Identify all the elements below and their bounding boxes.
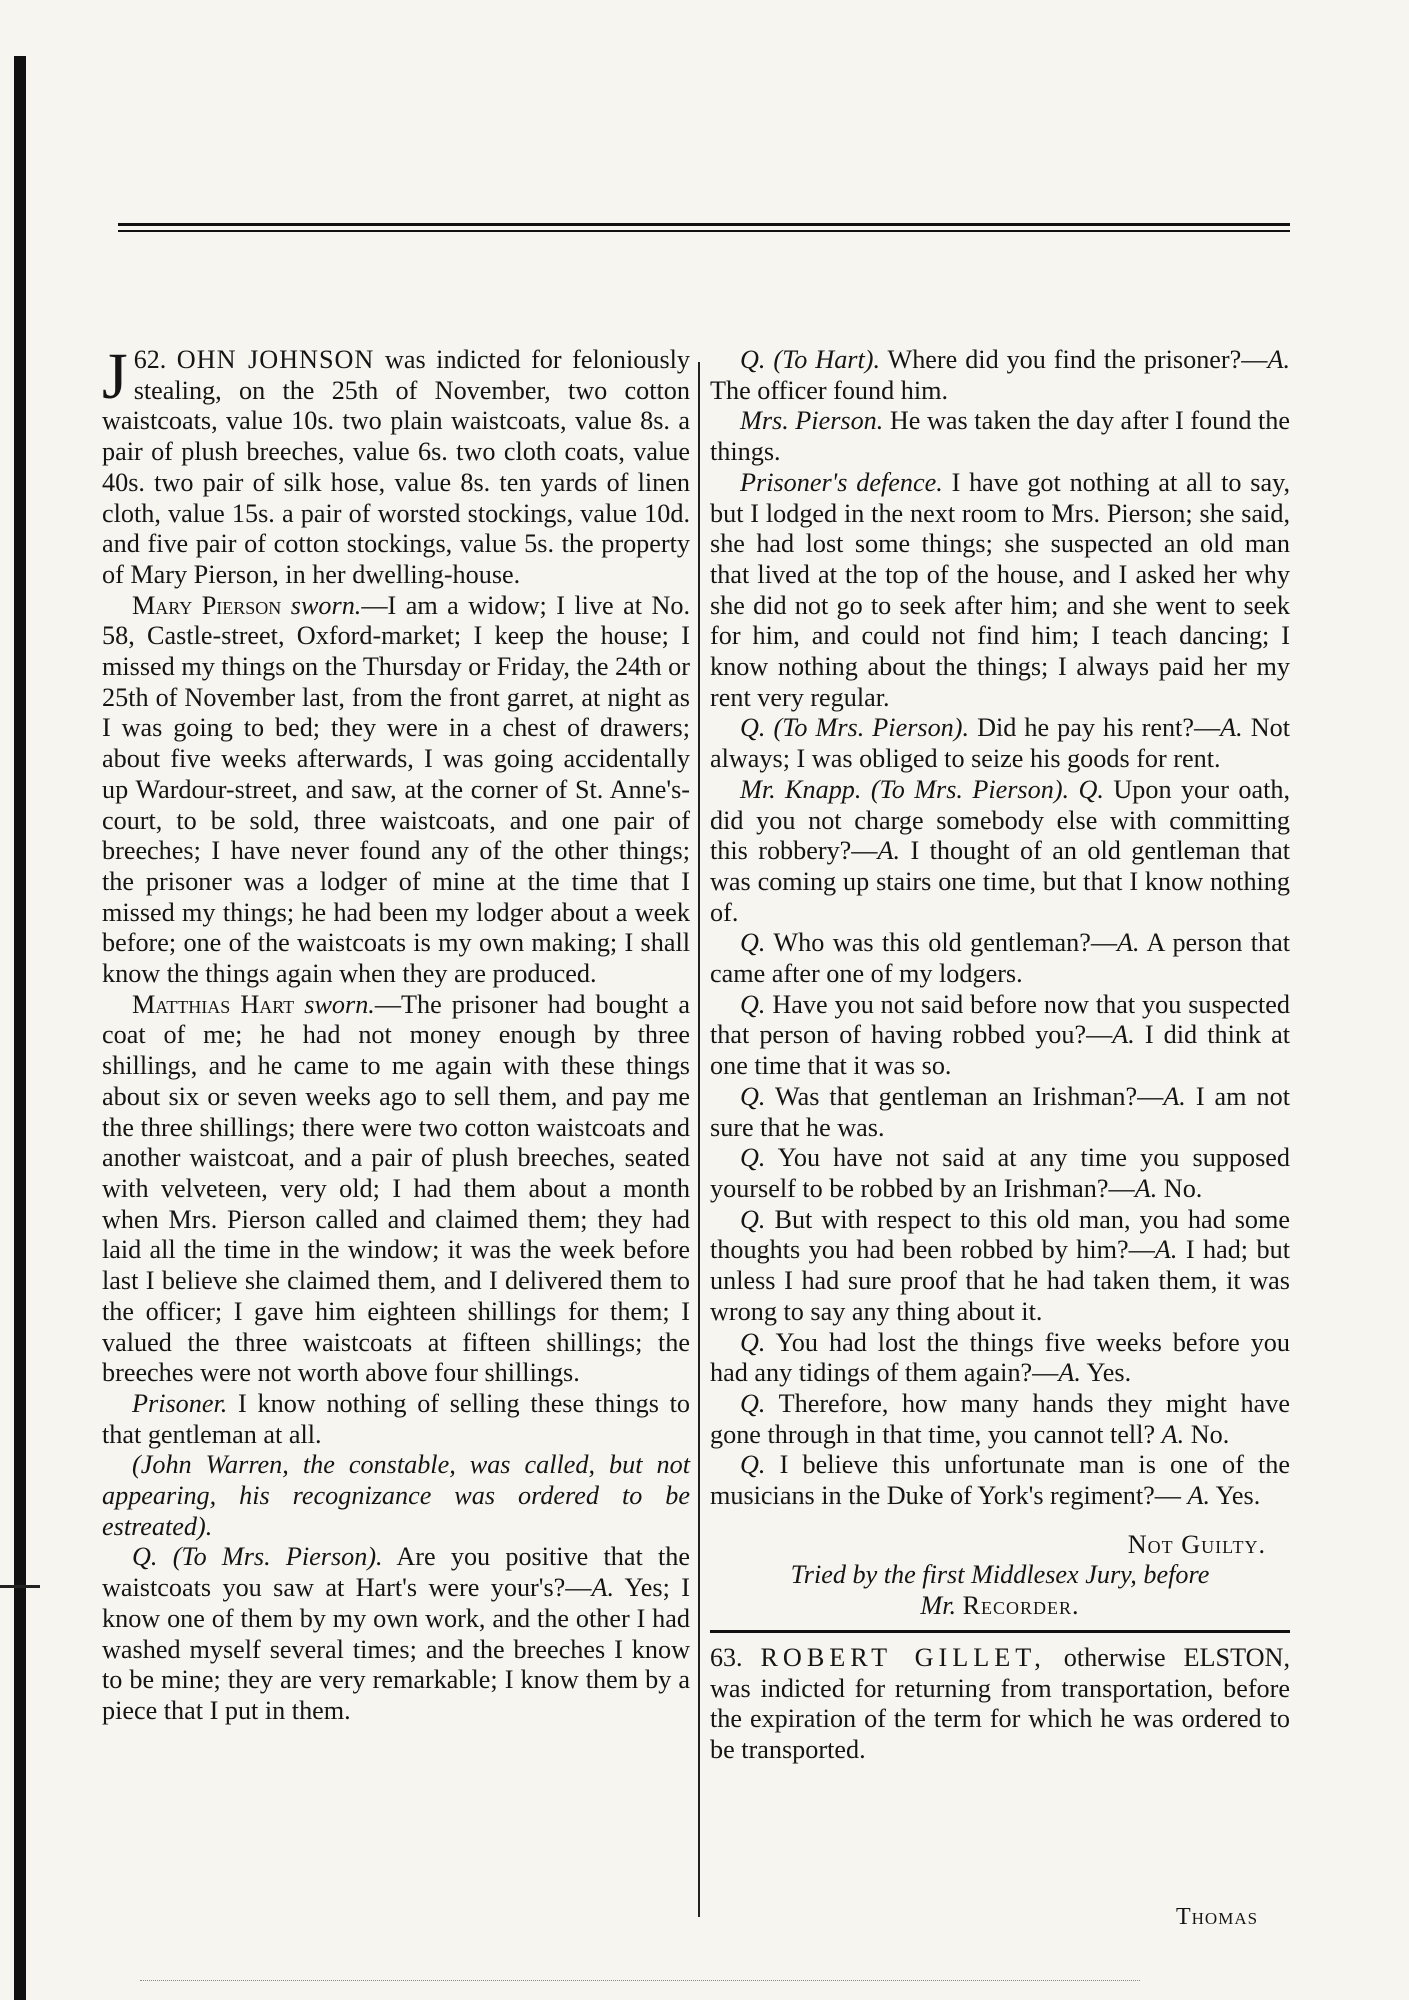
entry-number: 63. (710, 1642, 743, 1672)
statement-text: He was taken the day after I found the things. (710, 406, 1290, 467)
question-mark: Q. (740, 989, 766, 1019)
right-column (710, 345, 1290, 1766)
question-text: Are you positive that the waistcoats you saw at Hart's were your's?— (102, 1542, 691, 1603)
answer-text: No. (1157, 1173, 1203, 1203)
question-answer (710, 1389, 1290, 1450)
catchword: Thomas (1176, 1904, 1259, 1930)
cross-examination (710, 775, 1290, 929)
question-answer (710, 1082, 1290, 1143)
indictment-text: was indicted for feloniously stealing, on the 25th of November, two cotton waistcoats, value 10s. two plain waistcoats, value 8s. a pair of plush breeches, value 6s. two cloth coats, value 40s. two pair of silk hose, value 8s. ten yards of linen cloth, value 15s. a pair of worsted stockings, value 10d. and five pair of cotton stockings, value 5s. the property of Mary Pierson, in her dwelling-house. (102, 345, 691, 589)
statement-text: I have got nothing at all to say, but I lodged in the next room to Mrs. Pierson; she said, she had lost some things; she suspected an old man that lived at the top of the house, and I asked her why she did not go to seek after him; and she went to seek for him, and could not find him; I teach dancing; I know nothing about the things; I always paid her my rent very regular. (710, 467, 1291, 712)
indictment-text: otherwise ELSTON, was indicted for returning from transportation, before the expiration of the term for which he was ordered to be transported. (710, 1642, 1290, 1764)
answer-mark: A. (1220, 713, 1243, 743)
answer-mark: A. (1117, 928, 1140, 958)
answer-mark: A. (1112, 1020, 1135, 1050)
addressee: (To Mrs. Pierson). (773, 713, 970, 743)
witness-statement (710, 406, 1290, 467)
question-answer (710, 345, 1290, 406)
question-text: Was that gentleman an Irishman?— (765, 1081, 1164, 1111)
question-text: Therefore, how many hands they might have gone through in that time, you cannot tell? (710, 1388, 1290, 1449)
question-mark: Q. (740, 713, 766, 743)
answer-text: Not always; I was obliged to seize his goods for rent. (710, 713, 1291, 774)
column-divider (698, 362, 700, 1917)
question-text: Upon your oath, did you not charge somebody else with committing this robbery?— (710, 774, 1290, 866)
speaker-label: Mr. Knapp. (To Mrs. Pierson). (740, 774, 1070, 804)
prisoner-statement (102, 1389, 690, 1450)
answer-mark: A. (1163, 1081, 1186, 1111)
answer-mark: A. (877, 836, 901, 866)
question-text: You have not said at any time you supposed yourself to be robbed by an Irishman?— (710, 1143, 1290, 1203)
answer-text: A person that came after one of my lodgers. (710, 928, 1290, 989)
left-column (102, 340, 691, 1727)
question-text: I believe this unfortunate man is one of the musicians in the Duke of York's regiment?— (710, 1450, 1290, 1511)
answer-text: Yes; I know one of them by my own work, and the other I had washed myself several times; and the breeches I know to be mine; they are very remarkable; I know them by a piece that I put in them. (102, 1573, 690, 1725)
answer-mark: A. (1267, 345, 1290, 374)
question-text: Where did you find the prisoner?— (880, 345, 1268, 374)
entry-number: 62. (133, 345, 167, 374)
page-binding-edge (14, 56, 26, 2000)
entry-63 (710, 1643, 1290, 1766)
question-mark: Q. (740, 1081, 766, 1111)
prisoner-defence (710, 468, 1290, 714)
question-text: Did he pay his rent?— (969, 713, 1221, 743)
speaker-label: Prisoner's defence. (740, 467, 943, 497)
question-mark: Q. (740, 1450, 766, 1480)
question-text: Who was this old gentleman?— (765, 928, 1118, 958)
question-mark: Q. (740, 1388, 766, 1418)
answer-text: No. (1184, 1419, 1230, 1449)
answer-mark: A. (1187, 1481, 1211, 1511)
answer-text: I thought of an old gentleman that was coming up stairs one time, but that I know nothing of. (710, 836, 1290, 927)
testimony-text: —The prisoner had bought a coat of me; he had not money enough by three shillings, and he came to me again with these things about six or seven weeks ago to sell them, and pay me the three shillings; there were two cotton waistcoats and another waistcoat, and a pair of plush breeches, seated with velveteen, very old; I had them about a month when Mrs. Pierson called and claimed them; they had laid all the time in the window; it was the week before last I believe she claimed them, and I delivered them to the officer; I gave him eighteen shillings for them; I valued the three waistcoats at fifteen shillings; the breeches were not worth above four shillings. (102, 989, 690, 1388)
addressee: (To Hart). (773, 345, 881, 374)
question-mark: Q. (740, 1143, 766, 1173)
question-mark: Q. (740, 1204, 766, 1234)
statement-text: I know nothing of selling these things to that gentleman at all. (102, 1388, 690, 1449)
verdict: Not Guilty. (1127, 1529, 1266, 1559)
question-answer (710, 1143, 1290, 1204)
question-text: You had lost the things five weeks before you had any tidings of them again?— (710, 1327, 1290, 1388)
answer-mark: A. (1134, 1173, 1158, 1203)
testimony-mary-pierson (102, 591, 690, 990)
question-answer (710, 928, 1290, 989)
testimony-matthias-hart (102, 990, 690, 1389)
question-answer (710, 990, 1290, 1082)
title-prefix: Mr. (920, 1591, 957, 1621)
question-answer (710, 1328, 1290, 1389)
question-mark: Q. (132, 1542, 158, 1572)
question-text: But with respect to this old man, you had some thoughts you had been robbed by him?— (710, 1204, 1290, 1265)
answer-text: Yes. (1080, 1358, 1132, 1388)
question-answer (710, 713, 1290, 774)
page-edge-mark (0, 1585, 40, 1588)
answer-text: I did think at one time that it was so. (710, 1020, 1291, 1081)
answer-text: I am not sure that he was. (710, 1081, 1290, 1142)
answer-mark: A. (1154, 1235, 1178, 1265)
answer-text: Yes. (1210, 1481, 1261, 1511)
answer-text: The officer found him. (710, 375, 949, 405)
speaker-label: Prisoner. (132, 1388, 228, 1418)
header-rule (118, 223, 1290, 236)
question-mark: Q. (740, 1327, 766, 1357)
question-mark: Q. (740, 345, 766, 374)
defendant-name: ROBERT GILLET, (760, 1642, 1046, 1672)
bottom-speckle (140, 1980, 1140, 1983)
question-mark: Q. (1078, 774, 1104, 804)
sworn-label: sworn. (290, 590, 362, 620)
question-text: Have you not said before now that you suspected that person of having robbed you?— (710, 989, 1290, 1050)
header-rule-thick (118, 223, 1290, 226)
witness-name: Mary Pierson (132, 590, 282, 620)
question-answer (710, 1450, 1290, 1511)
sworn-label: sworn. (304, 989, 375, 1019)
question-answer (102, 1542, 690, 1726)
question-mark: Q. (740, 928, 766, 958)
answer-text: I had; but unless I had sure proof that he had taken them, it was wrong to say any thing about it. (710, 1235, 1290, 1326)
drop-cap: J (102, 340, 128, 413)
defendant-name: OHN JOHNSON (176, 345, 375, 374)
header-rule-thin (118, 230, 1290, 232)
recorder-line (710, 1591, 1290, 1622)
speaker-label: Mrs. Pierson. (740, 406, 884, 436)
answer-mark: A. (591, 1573, 615, 1603)
testimony-text: —I am a widow; I live at No. 58, Castle-street, Oxford-market; I keep the house; I missed my things on the Thursday or Friday, the 24th or 25th of November last, from the front garret, at night as I was going to bed; they were in a chest of drawers; about five weeks afterwards, I was going accidentally up Wardour-street, and saw, at the corner of St. Anne's-court, to be sold, three waistcoats, and one pair of breeches; I have never found any of the other things; the prisoner was a lodger of mine at the time that I missed my things; he had been my lodger about a week before; one of the waistcoats is my own making; I shall know the things again when they are produced. (102, 590, 690, 989)
witness-name: Matthias Hart (132, 989, 295, 1019)
entry-separator (710, 1630, 1290, 1633)
addressee: (To Mrs. Pierson). (172, 1542, 383, 1572)
answer-mark: A. (1161, 1419, 1185, 1449)
question-answer (710, 1205, 1290, 1328)
court-note: (John Warren, the constable, was called, but not appearing, his recognizance was ordered to be estreated). (102, 1450, 690, 1541)
entry-62 (102, 340, 691, 591)
answer-mark: A. (1058, 1358, 1081, 1388)
recorder-name: Recorder. (962, 1591, 1080, 1621)
jury-line: Tried by the first Middlesex Jury, before (790, 1560, 1210, 1590)
